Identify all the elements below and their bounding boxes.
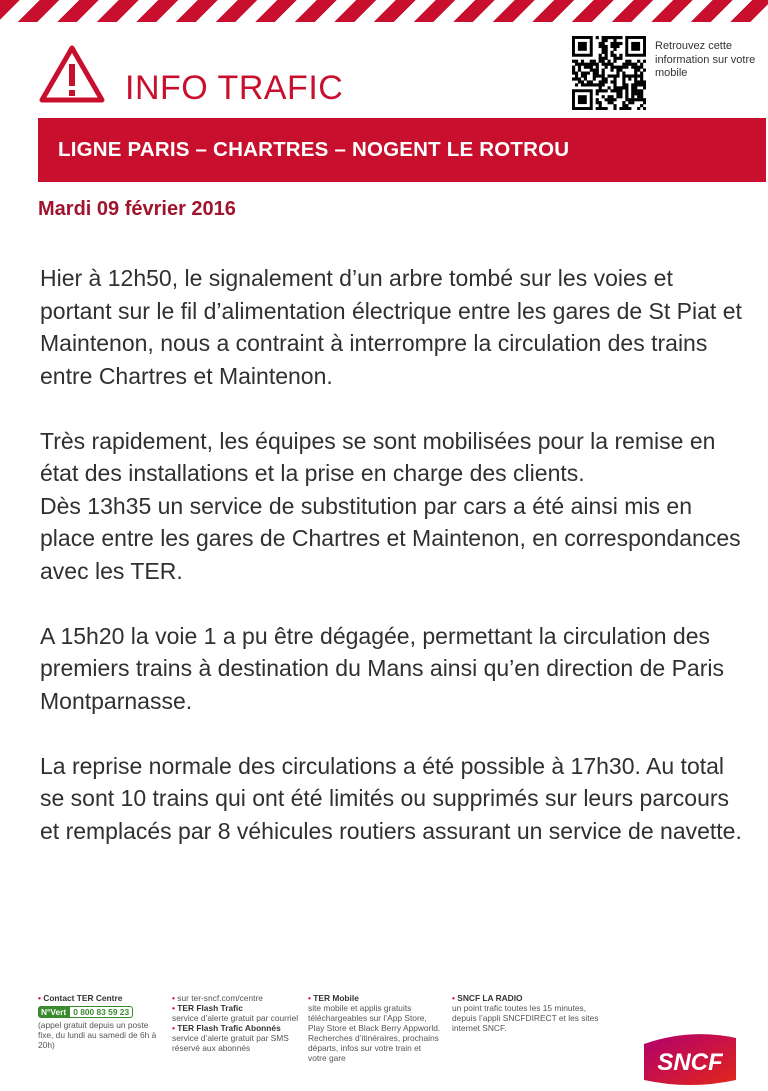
numero-vert-number: 0 800 83 59 23 — [73, 1007, 130, 1017]
warning-icon — [38, 44, 106, 104]
mobile-note: site mobile et applis gratuits téléchargeables sur l’App Store, Play Store et Black Berry Appworld. Recherches d’itinéraires, prochains départs, infos sur votre train et votre gare — [308, 1003, 441, 1063]
numero-vert-label: N°Vert — [39, 1007, 70, 1017]
footer-contact: • Contact TER Centre N°Vert 0 800 83 59 23 (appel gratuit depuis un poste fixe, du lundi au samedi de 6h à 20h) — [38, 993, 163, 1050]
qr-caption: Retrouvez cette information sur votre mobile — [655, 40, 756, 79]
notice-body — [40, 262, 745, 880]
sncf-logo — [640, 1030, 740, 1086]
page-title: INFO TRAFIC — [125, 69, 344, 107]
contact-title: Contact TER Centre — [43, 993, 123, 1003]
paragraph-mobilisation: Très rapidement, les équipes se sont mobilisées pour la remise en état des installations et la prise en charge des clients. — [40, 427, 716, 486]
footer-radio: • SNCF LA RADIO un point trafic toutes les 15 minutes, depuis l’appli SNCFDIRECT et les sites internet SNCF. — [452, 993, 602, 1033]
footer-web: • sur ter-sncf.com/centre • TER Flash Trafic service d’alerte gratuit par courriel • TER Flash Trafic Abonnés service d’alerte gratuit par SMS réservé aux abonnés — [172, 993, 302, 1053]
site-link[interactable]: sur ter-sncf.com/centre — [177, 993, 263, 1003]
line-banner — [38, 118, 766, 182]
line-title: LIGNE PARIS – CHARTRES – NOGENT LE ROTROU — [58, 138, 570, 161]
numero-vert-badge[interactable] — [38, 1006, 133, 1018]
sncf-logo-text: SNCF — [657, 1049, 723, 1076]
hatched-top-border — [0, 0, 768, 22]
notice-date: Mardi 09 février 2016 — [38, 198, 236, 220]
flash-abonnes-note: service d’alerte gratuit par SMS réservé aux abonnés — [172, 1033, 289, 1053]
paragraph-voie-degagee: A 15h20 la voie 1 a pu être dégagée, permettant la circulation des premiers trains à destination du Mans ainsi qu’en direction de Paris Montparnasse. — [40, 622, 724, 714]
radio-note: un point trafic toutes les 15 minutes, depuis l’appli SNCFDIRECT et les sites internet SNCF. — [452, 1003, 599, 1033]
footer-mobile: • TER Mobile site mobile et applis gratuits téléchargeables sur l’App Store, Play Store et Black Berry Appworld. Recherches d’itinéraires, prochains départs, infos sur votre train et votre gare — [308, 993, 441, 1063]
flash-note: service d’alerte gratuit par courriel — [172, 1013, 299, 1023]
flash-abonnes-title: TER Flash Trafic Abonnés — [177, 1023, 281, 1033]
paragraph-reprise: La reprise normale des circulations a été possible à 17h30. Au total se sont 10 trains qui ont été limités ou supprimés sur leurs parcours et remplacés par 8 véhicules routiers assurant un service de navette. — [40, 752, 742, 844]
qr-code-icon[interactable] — [572, 36, 646, 110]
paragraph-incident: Hier à 12h50, le signalement d’un arbre tombé sur les voies et portant sur le fil d’alimentation électrique entre les gares de St Piat et Maintenon, nous a contraint à interrompre la circulation des trains entre Chartres et Maintenon. — [40, 265, 742, 389]
flash-title: TER Flash Trafic — [177, 1003, 243, 1013]
paragraph-substitution: Dès 13h35 un service de substitution par cars a été ainsi mis en place entre les gares de Chartres et Maintenon, en correspondances avec les TER. — [40, 492, 741, 584]
mobile-title: TER Mobile — [313, 993, 359, 1003]
radio-title: SNCF LA RADIO — [457, 993, 523, 1003]
contact-note: (appel gratuit depuis un poste fixe, du lundi au samedi de 6h à 20h) — [38, 1020, 157, 1050]
